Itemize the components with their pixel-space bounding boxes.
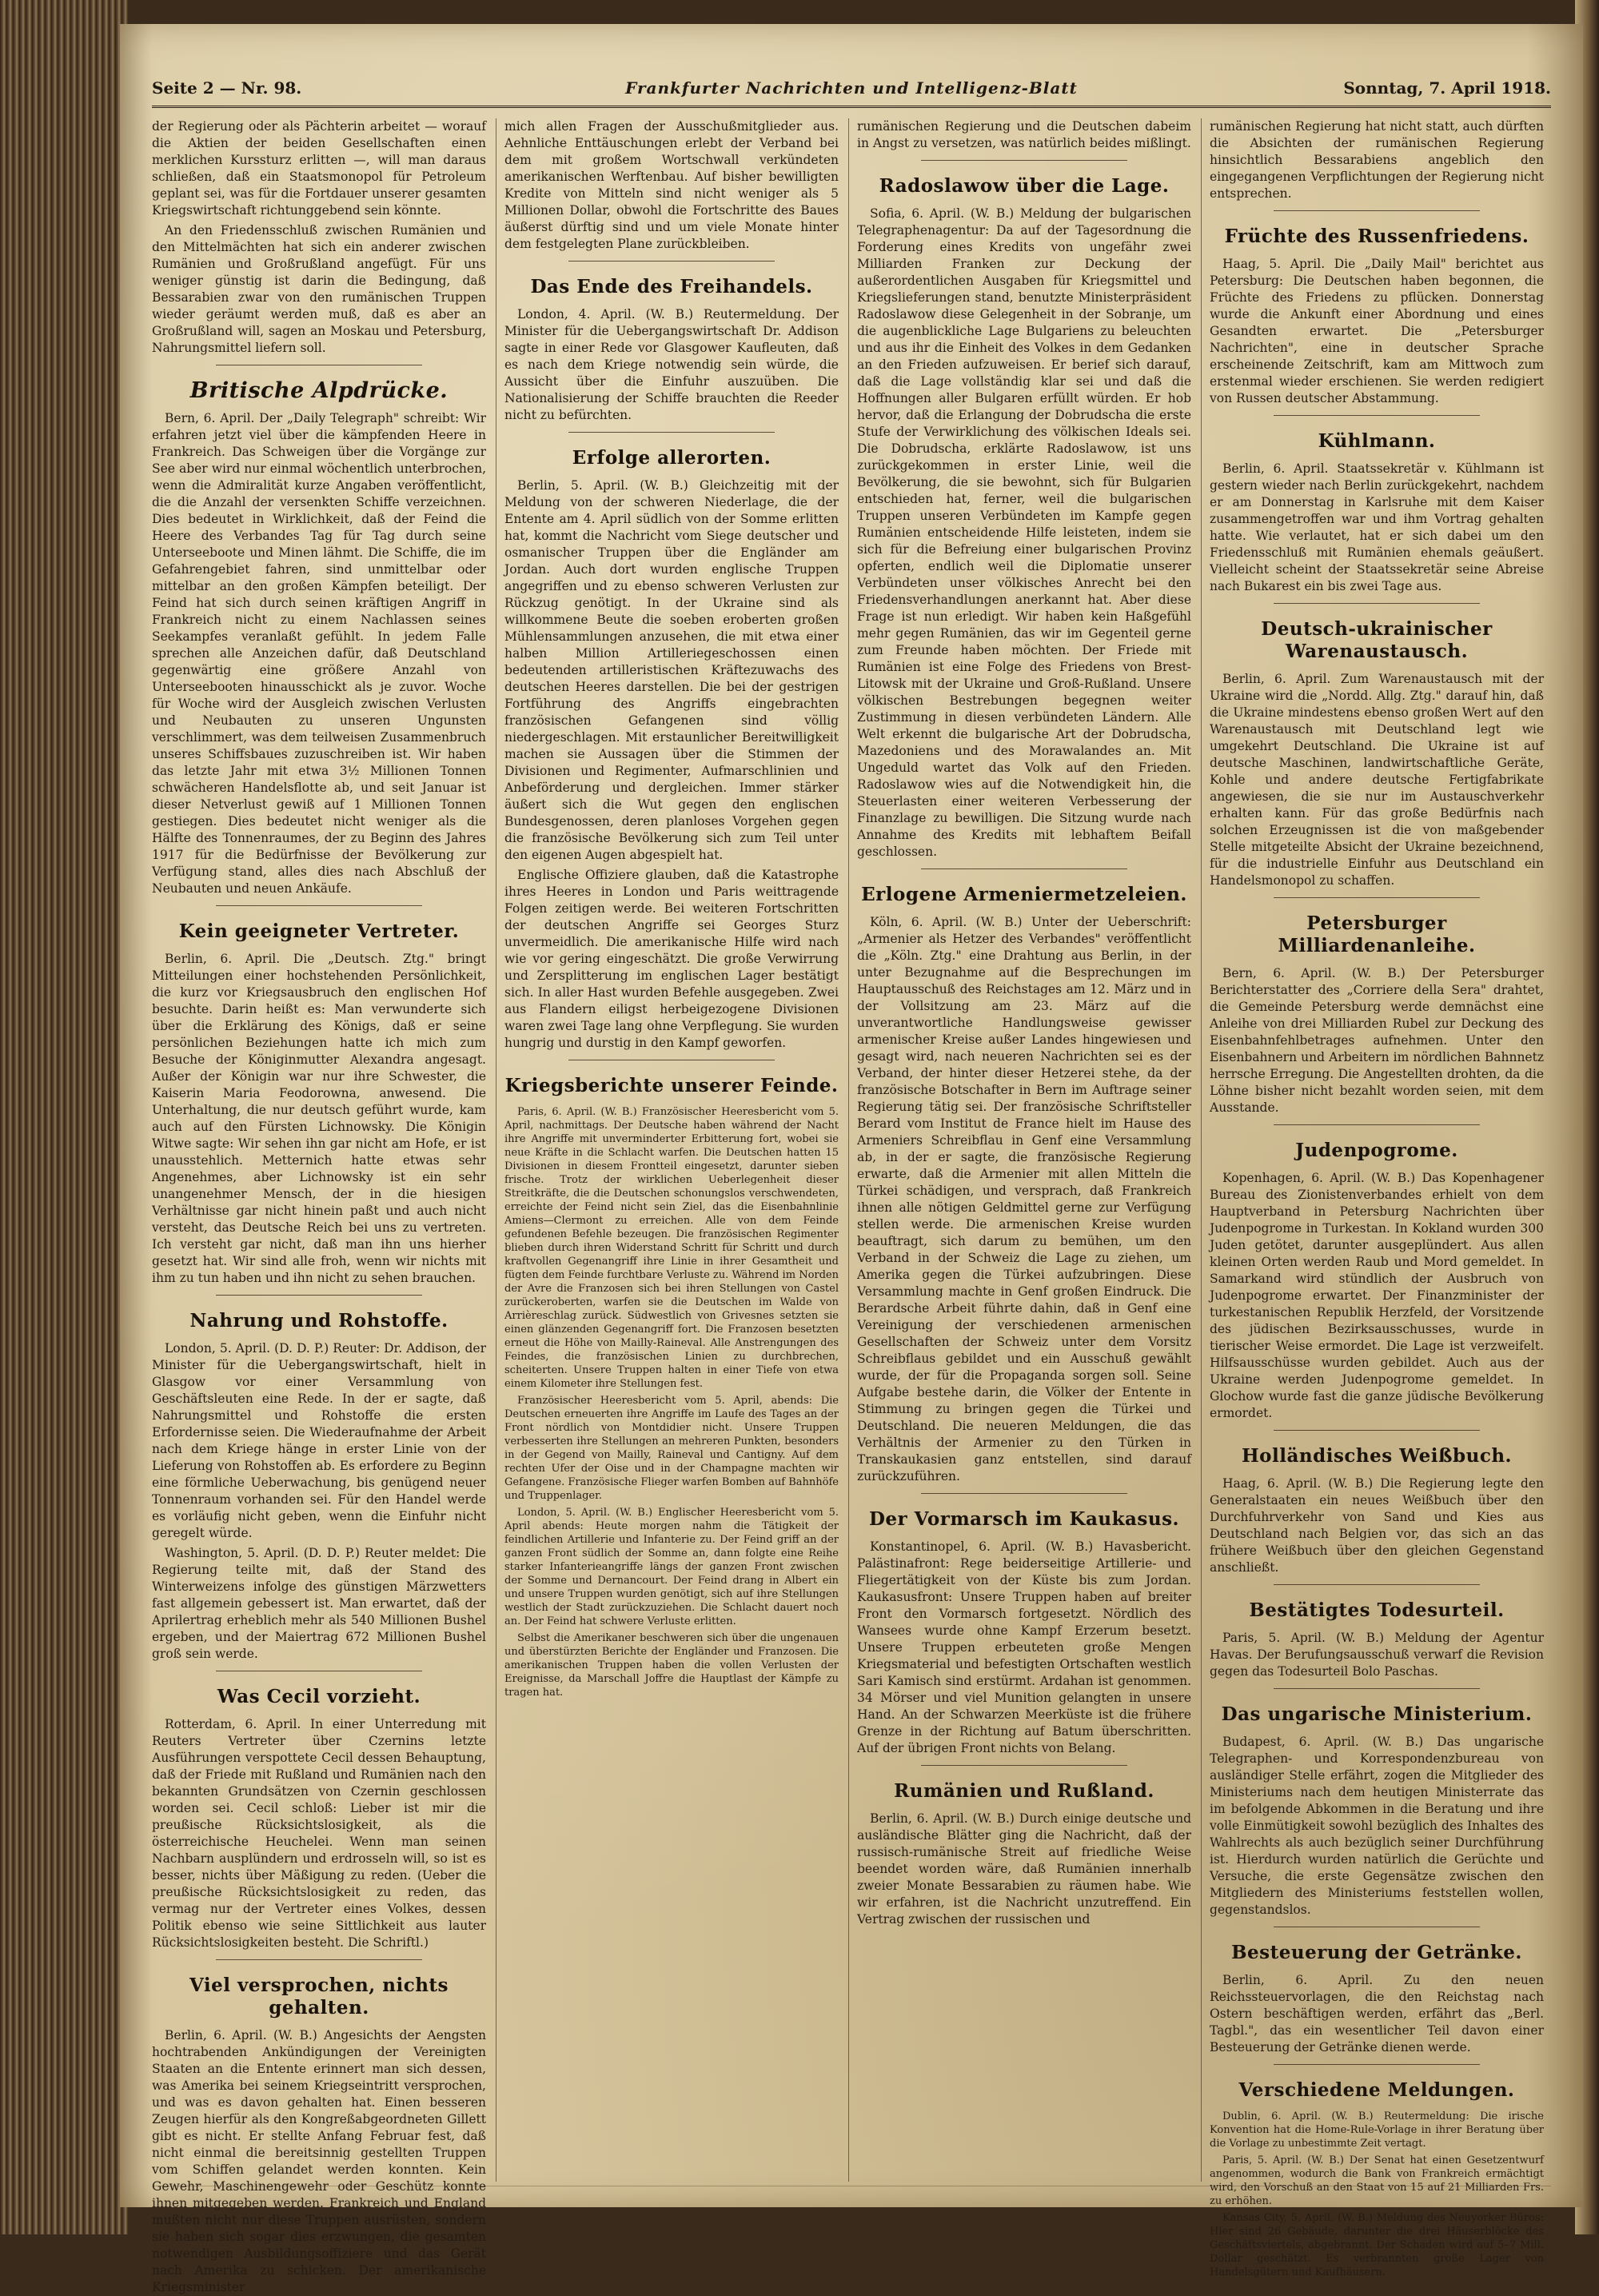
masthead: Frankfurter Nachrichten und Intelligenz-Blatt [625, 78, 1078, 98]
headline-meldungen: Verschiedene Meldungen. [1238, 2079, 1515, 2101]
headline-cecil: Was Cecil vorzieht. [217, 1686, 421, 1707]
headline-rumaenien: Rumänien und Rußland. [894, 1780, 1154, 1802]
article-columns [152, 118, 1544, 2294]
article-paragraph: London, 5. April. (W. B.) Englischer Heeresbericht vom 5. April abends: Heute morgen nahm die Tätigkeit der feindlichen Artillerie und Infanterie zu. Der Feind griff an der ganzen Front südlich der Somme an, dann folgte eine Reihe starker Infanterieangriffe längs der ganzen Front zwischen der Somme und Dernancourt. Der Feind drang in Albert ein und unsere Truppen wurden genötigt, sich auf ihre Stellungen westlich der Stadt zurückzuziehen. Die Schlacht dauert noch an. Der Feind hat schwere Verluste erlitten. [504, 1507, 839, 1627]
article-paragraph: Berlin, 6. April. (W. B.) Durch einige deutsche und ausländische Blätter ging die Nachricht, daß der russisch-rumänische Streit auf friedliche Weise beendet worden wäre, daß Rumänien innerhalb zweier Monate Bessarabien zu räumen habe. Wie wir erfahren, ist die Nachricht unzutreffend. Ein Vertrag zwischen der russischen und [857, 1811, 1191, 1927]
headline-kaukasus: Der Vormarsch im Kaukasus. [868, 1508, 1180, 1530]
column-rule [848, 118, 849, 2182]
divider [216, 905, 422, 906]
divider [216, 1959, 422, 1960]
divider [921, 160, 1127, 161]
headline-kein-vertreter: Kein geeigneter Vertreter. [178, 920, 460, 942]
divider [568, 432, 775, 433]
divider [1274, 415, 1480, 416]
article-paragraph: Kansas City, 5. April. (W. B.) Meldung des Neuyorker Büros: Hier sind 26 Gebäude, darunter die drei Häuserblöcke des Geschäftsviertels, abgebrannt. Der Schaden wird auf 5–7 Mill. Dollar geschätzt. Es verbrannten große Lager von Handelsgütern und Kaufhäusern. [1210, 2212, 1544, 2278]
headline-britische: Britische Alpdrücke. [189, 378, 449, 403]
headline-todesurteil: Bestätigtes Todesurteil. [1249, 1599, 1505, 1621]
divider [1274, 1430, 1480, 1431]
headline-warenaustausch: Deutsch-ukrainischer Warenaustausch. [1261, 618, 1493, 662]
column-3 [857, 118, 1191, 2182]
article-paragraph: Paris, 5. April. (W. B.) Der Senat hat einen Gesetzentwurf angenommen, wodurch die Bank von Frankreich ermächtigt wird, den Vorschuß an den Staat von 15 auf 21 Milliarden Frs. zu erhöhen. [1210, 2154, 1544, 2207]
newspaper-page [120, 24, 1583, 2294]
article-paragraph: Rotterdam, 6. April. In einer Unterredung mit Reuters Vertreter über Czernins letzte Ausführungen verspottete Cecil dessen Behauptung, daß der Friede mit Rußland und Rumänien nach den bekannten Grundsätzen von Czernin geschlossen worden sei. Cecil schloß: Lieber ist mir die preußische Rücksichtslosigkeit, als die österreichische Heuchelei. Wenn man seinen Nachbarn ausplündern und erdrosseln will, so ist es besser, nichts über Mäßigung zu reden. (Ueber die preußische Rücksichtslosigkeit zu reden, das vermag nur der Vertreter eines Volkes, dessen Politik ebenso wie seine Sittlichkeit aus lauter Rücksichtslosigkeiten besteht. Die Schriftl.) [152, 1717, 486, 1950]
headline-fruechte: Früchte des Russenfriedens. [1224, 226, 1529, 247]
divider [1274, 2064, 1480, 2065]
headline-radoslawow: Radoslawow über die Lage. [879, 175, 1170, 197]
divider [1274, 1688, 1480, 1689]
article-paragraph: Washington, 5. April. (D. D. P.) Reuter meldet: Die Regierung teilte mit, daß der Stand des Winterweizens infolge des günstigen Märzwetters fast allgemein gebessert ist. Man erwartet, daß der Aprilertrag erheblich mehr als 540 Millionen Bushel ergeben, und der Maiertrag 672 Millionen Bushel groß sein werde. [152, 1546, 486, 1661]
divider [921, 868, 1127, 869]
article-paragraph: der Regierung oder als Pächterin arbeitet — worauf die Aktien der beiden Gesellschaften einen merklichen Kurssturz erlitten —, will man daraus schließen, daß ein Staatsmonopol für Petroleum geplant sei, was für die Fortdauer unserer gesamten Kriegswirtschaft richtunggebend sein könnte. [152, 119, 486, 218]
headline-erfolge: Erfolge allerorten. [572, 447, 772, 469]
divider [1274, 210, 1480, 211]
headline-kuehlmann: Kühlmann. [1318, 430, 1436, 452]
article-paragraph: Paris, 5. April. (W. B.) Meldung der Agentur Havas. Der Berufungsausschuß verwarf die Revision gegen das Todesurteil Bolo Paschas. [1210, 1631, 1544, 1679]
article-paragraph: Bern, 6. April. Der „Daily Telegraph" schreibt: Wir erfahren jetzt viel über die kämpfenden Heere in Frankreich. Das Schweigen über die Vorgänge zur See aber wird nur einmal wöchentlich unterbrochen, wenn die Admiralität kurze Angaben veröffentlicht, die die Anzahl der versenkten Schiffe verzeichnen. Dies bedeutet in Wirklichkeit, daß der Feind die Heere des Verbandes Tag für Tag durch seine Unterseeboote und Minen lähmt. Die Schiffe, die im Gefahrengebiet fahren, sind unmittelbar oder mittelbar an den großen Kämpfen beteiligt. Der Feind hat sich durch seinen kräftigen Angriff in Frankreich nicht zu einem Nachlassen seines Seekampfes veranlaßt gefühlt. In jedem Falle sprechen alle Anzeichen dafür, daß Deutschland gegenwärtig eine größere Anzahl von Unterseebooten hinausschickt als je zuvor. Woche für Woche wird der Ausgleich zwischen Verlusten und Neubauten zu unseren Ungunsten verschlimmert, was dem teilweisen Zusammenbruch unseres Schiffsbaues zuzuschreiben ist. Wir haben das letzte Jahr mit etwa 3½ Millionen Tonnen schwächeren Handelsflotte ab, und seit Januar ist dieser Netverlust gewiß auf 1 Millionen Tonnen gestiegen. Dies bedeutet nicht weniger als die Hälfte des Tonnenraumes, der zu Beginn des Jahres 1917 für die Bedürfnisse der Bevölkerung zur Verfügung stand, alles dies nach Abschluß der Neubauten und neuen Ankäufe. [152, 411, 486, 896]
page-bottom-edge [152, 2186, 1551, 2191]
article-paragraph: An den Friedensschluß zwischen Rumänien und den Mittelmächten hat sich ein anderer zwischen Rumänien und Großrußland angefügt. Für uns weniger günstig ist darin die Bedingung, daß Bessarabien zwar von den rumänischen Truppen wieder geräumt werden muß, daß es aber an Großrußland will, sagen an Moskau und Petersburg, Nahrungsmittel liefern soll. [152, 223, 486, 355]
divider [568, 261, 775, 262]
headline-armenier: Erlogene Armeniermetzeleien. [861, 884, 1187, 905]
article-paragraph: London, 5. April. (D. D. P.) Reuter: Dr. Addison, der Minister für die Uebergangswirtschaft, hielt in Glasgow vor einer Versammlung von Geschäftsleuten eine Rede. In der er sagte, daß Nahrungsmittel und Rohstoffe die ersten Erfordernisse seien. Die Wiederaufnahme der Arbeit nach dem Kriege hänge in erster Linie von der Lieferung von Rohstoffen ab. Es erfordere zu Beginn eine förmliche Ueberwachung, bis genügend neuer Tonnenraum vorhanden sei. Für den Handel werde es vorläufig nicht geben, wenn die Einfuhr nicht geregelt würde. [152, 1341, 486, 1540]
column-rule [1201, 118, 1202, 2182]
column-4 [1210, 118, 1544, 2278]
headline-kriegsberichte: Kriegsberichte unserer Feinde. [504, 1075, 839, 1096]
article-paragraph: Berlin, 6. April. Die „Deutsch. Ztg." bringt Mitteilungen einer hochstehenden Persönlichkeit, die kurz vor Kriegsausbruch den englischen Hof besuchte. Darin heißt es: Man verwunderte sich über die Erklärung des Königs, daß er seine persönlichen Beziehungen hatte ich mich zum Besuche der Königinmutter Alexandra angesagt. Außer der Königin war nur ihre Schwester, die Kaiserin Maria Feodorowna, anwesend. Die Unterhaltung, die nur deutsch geführt wurde, kam auch auf den Fürsten Lichnowsky. Die Königin Witwe sagte: Wir sehen ihn gar nicht am Hofe, er ist unausstehlich. Metternich hatte etwas sehr Angenehmes, aber Lichnowsky ist ein sehr unangenehmer Mensch, der in die hiesigen Verhältnisse gar nicht hinein paßt und auch nicht versteht, das Deutsche Reich bei uns zu vertreten. Ich versteht gar nicht, daß man ihn uns hierher gesetzt hat. Wir sind alle froh, wenn wir nichts mit ihm zu tun haben und ihn nicht zu sehen brauchen. [152, 952, 486, 1285]
divider [1274, 897, 1480, 898]
issue-date: Sonntag, 7. April 1918. [1343, 78, 1551, 98]
article-paragraph: Haag, 5. April. Die „Daily Mail" berichtet aus Petersburg: Die Deutschen haben begonnen, die Früchte des Friedens zu pflücken. Donnerstag wurde die Ankunft einer Abordnung und eines Gesandten erwartet. Die „Petersburger Nachrichten", eine in deutscher Sprache erscheinende Zeitschrift, kam am Mittwoch zum erstenmal wieder erschienen. Sie werden redigiert von Russen deutscher Abstammung. [1210, 257, 1544, 405]
article-paragraph: Konstantinopel, 6. April. (W. B.) Havasbericht. Palästinafront: Rege beiderseitige Artillerie- und Fliegertätigkeit von der Küste bis zum Jordan. Kaukasusfront: Unsere Truppen haben auf breiter Front den Vormarsch fortgesetzt. Nördlich des Wansees wurde ohne Kampf Erzerum besetzt. Unsere Truppen erbeuteten große Mengen Kriegsmaterial und befestigten Ortschaften westlich Sari Kamisch sind erstürmt. Ardahan ist genommen. 34 Mörser und viel Munition gelangten in unsere Hand. An der Schwarzen Meerküste ist die frühere Grenze in der Richtung auf Batum überschritten. Auf der übrigen Front nichts von Belang. [857, 1539, 1191, 1755]
headline-getraenke: Besteuerung der Getränke. [1231, 1942, 1522, 1963]
headline-viel-versprochen: Viel versprochen, nichts gehalten. [189, 1975, 449, 2018]
column-2 [504, 118, 839, 2182]
headline-petersburger: Petersburger Milliardenanleihe. [1278, 912, 1476, 956]
divider [921, 1493, 1127, 1494]
headline-weissbuch: Holländisches Weißbuch. [1241, 1445, 1513, 1467]
article-paragraph: Kopenhagen, 6. April. (W. B.) Das Kopenhagener Bureau des Zionistenverbandes erhielt von dem Hauptverband in Petersburg Nachrichten über Judenpogrome in Turkestan. In Kokland wurden 300 Juden getötet, darunter ausgeplündert. Aus allen kleinen Orten werden Raub und Mord gemeldet. In Samarkand wird stündlich der Ausbruch von Judenpogrome erwartet. Der Finanzminister der turkestanischen Republik Herzfeld, der Vorsitzende des jüdischen Bezirksausschusses, wurde in tierischer Weise ermordet. Die Lage ist verzweifelt. Hilfsausschüsse wurden gebildet. Auch aus der Ukraine werden Judenpogrome gemeldet. In Glochow wurde fast die ganze jüdische Bevölkerung ermordet. [1210, 1171, 1544, 1420]
article-paragraph: Berlin, 6. April. Staatssekretär v. Kühlmann ist gestern wieder nach Berlin zurückgekehrt, nachdem er am Donnerstag in Karlsruhe mit dem Kaiser zusammengetroffen war und ihm Vortrag gehalten hatte. Wie verlautet, hat er sich dabei um den Friedensschluß mit Rumänien ehemals geäußert. Vielleicht scheint der Staatssekretär seine Abreise nach Bukarest ein bis zwei Tage aus. [1210, 461, 1544, 593]
article-paragraph: Englische Offiziere glauben, daß die Katastrophe ihres Heeres in London und Paris weittragende Folgen zeitigen werde. Bei weiteren Fortschritten der deutschen Angriffe sei Georges Sturz unvermeidlich. Die amerikanische Hilfe wird nach wie vor gering eingeschätzt. Die große Verwirrung und Zersplitterung im englischen Lager bestätigt sich. In aller Hast wurden Befehle ausgegeben. Zwei aus Flandern eiligst herbeigezogene Divisionen waren zwei Tage lang ohne Verpflegung. Sie wurden hungrig und durstig in den Kampf geworfen. [504, 868, 839, 1050]
headline-ministerium: Das ungarische Ministerium. [1221, 1703, 1533, 1725]
article-paragraph: mich allen Fragen der Ausschußmitglieder aus. Aehnliche Enttäuschungen erlebt der Verband bei dem mit großem Wortschwall verkündeten amerikanischen Werftenbau. Auf bisher bewilligten Kredite von Mitteln sind nicht weniger als 5 Millionen Dollar, obwohl die Fortschritte des Baues äußerst dürftig sind und um viele Monate hinter dem festgelegten Plane zurückbleiben. [504, 119, 839, 251]
divider [1274, 1584, 1480, 1585]
article-paragraph: Bern, 6. April. (W. B.) Der Petersburger Berichterstatter des „Corriere della Sera" drahtet, die Gemeinde Petersburg werde demnächst eine Anleihe von drei Milliarden Rubel zur Deckung des Eisenbahnfehlbetrages aufnehmen. Unter den Eisenbahnern und Arbeitern im nördlichen Bahnnetz herrsche Erregung. Die Angestellten drohten, da die Löhne bisher nicht bezahlt worden seien, mit dem Ausstande. [1210, 966, 1544, 1115]
article-paragraph: Dublin, 6. April. (W. B.) Reutermeldung: Die irische Konvention hat die Home-Rule-Vorlage in ihrer Beratung über die Vorlage zu unbestimmte Zeit vertagt. [1210, 2110, 1544, 2150]
article-paragraph: Berlin, 5. April. (W. B.) Gleichzeitig mit der Meldung von der schweren Niederlage, die der Entente am 4. April südlich von der Somme erlitten hat, kommt die Nachricht vom Siege deutscher und osmanischer Truppen über die Engländer am Jordan. Auch dort wurden englische Truppen angegriffen und zu ebenso schweren Verlusten zur Rückzug genötigt. In der Ukraine sind als willkommene Beute die soeben eroberten großen Mühlensammlungen anzusehen, die mit etwa einer halben Million Artilleriegeschossen einen bedeutenden artilleristischen Kräftezuwachs des deutschen Heeres darstellen. Die bei der gestrigen Fortführung des Angriffs eingebrachten französischen Gefangenen sind völlig niedergeschlagen. Mit erstaunlicher Bereitwilligkeit machen sie Aussagen über die Stimmen der Divisionen und Regimenter, Aufmarschlinien und Anbeförderung und dergleichen. Immer stärker äußert sich die Wut gegen den englischen Bundesgenossen, deren planloses Vorgehen gegen die französische Bevölkerung sich zum Teil unter den eigenen Augen abgespielt hat. [504, 478, 839, 862]
headline-judenpogrome: Judenpogrome. [1295, 1140, 1458, 1161]
article-paragraph: London, 4. April. (W. B.) Reutermeldung. Der Minister für die Uebergangswirtschaft Dr. Addison sagte in einer Rede vor Glasgower Kaufleuten, daß es nach dem Kriege notwendig sein würde, die Aussicht über die Einfuhr auszuüben. Die Nationalisierung der Schiffe brauchten die Reeder nicht zu befürchten. [504, 307, 839, 422]
article-paragraph: rumänischen Regierung und die Deutschen dabeim in Angst zu versetzen, was natürlich beides mißlingt. [857, 119, 1191, 150]
article-paragraph: Berlin, 6. April. (W. B.) Angesichts der Aengsten hochtrabenden Ankündigungen der Vereinigten Staaten an die Entente erinnert man sich dessen, was Amerika bei seinem Kriegseintritt versprochen, und was es davon gehalten hat. Einen besseren Zeugen hierfür als den Kongreßabgeordneten Gillett gibt es nicht. Er stellte Anfang Februar fest, daß nicht einmal die bereitsinnig gestellten Truppen vom Schiffen gelandet werden konnten. Kein Gewehr, Maschinengewehr oder Geschütz konnte ihnen mitgegeben werden. Frankreich und England mußten nicht nur diese Truppen ausrüsten, sondern sie haben sich sogar dies erzwungen, die gesamten notwendigen Ausbildungsoffiziere und das Gerät nach Amerika zu schicken. Der amerikanische Kriegsminister [152, 2028, 486, 2294]
article-paragraph: Haag, 6. April. (W. B.) Die Regierung legte den Generalstaaten ein neues Weißbuch über den Durchfuhrverkehr von Sand und Kies aus Deutschland nach Belgien vor, das sich an das frühere Weißbuch über den gleichen Gegenstand anschließt. [1210, 1476, 1544, 1575]
divider [1274, 603, 1480, 604]
book-edge-left [0, 0, 128, 2234]
divider [1274, 1124, 1480, 1125]
headline-freihandel: Das Ende des Freihandels. [530, 276, 813, 297]
article-paragraph: rumänischen Regierung hat nicht statt, auch dürften die Absichten der rumänischen Regierung hinsichtlich Bessarabiens angeblich den eingegangenen Verpflichtungen der Regierung nicht entsprechen. [1210, 119, 1544, 201]
article-paragraph: Sofia, 6. April. (W. B.) Meldung der bulgarischen Telegraphenagentur: Da auf der Tagesordnung die Forderung eines Kredits von ungefähr zwei Milliarden Franken zur Deckung der außerordentlichen Ausgaben für Kriegsmittel und Kriegslieferungen stand, benutzte Ministerpräsident Radoslawow diese Gelegenheit in der Sobranje, um die augenblickliche Lage Bulgariens zu beleuchten und aus ihr die Einheit des Volkes in dem Gedanken an den Frieden aufzuweisen. Er berief sich darauf, daß die Lage vollständig klar sei und daß die Hoffnungen aller Bulgaren erfüllt würden. Er hob hervor, daß die Erlangung der Dobrudscha die erste Stufe der Verwirklichung des völkischen Ideals sei. Die Dobrudscha, erklärte Radoslawow, ist uns zurückgekommen in erster Linie, weil die Bevölkerung, die sie bewohnt, sich für Bulgarien entschieden hat, ferner, weil die bulgarischen Truppen unseren Verbündeten im Kampfe gegen Rumänien entscheidende Hilfe leisteten, indem sie sich für die Befreiung einer bulgarischen Provinz opferten, endlich weil die Diplomatie unserer Verbündeten unser völkisches Anrecht bei den Friedensverhandlungen anerkannt hat. Aber diese Frage ist nun erledigt. Wir haben kein Haßgefühl mehr gegen Rumänien, das wir im Gegenteil gerne zum Freunde haben möchten. Der Friede mit Rumänien ist eine Folge des Friedens von Brest-Litowsk mit der Ukraine und Groß-Rußland. Unsere völkischen Bestrebungen begegnen weiter Zustimmung in diesen verbündeten Ländern. Alle Welt erkennt die bulgarische Art der Dobrudscha, Mazedoniens und des Morawalandes an. Mit Ungeduld wartet das Volk auf den Frieden. Radoslawow wies auf die Notwendigkeit hin, die Steuerlasten einer weiteren Verbesserung der Finanzlage zu bewilligen. Die Sitzung wurde nach Annahme des Kredits mit lebhaftem Beifall geschlossen. [857, 206, 1191, 859]
divider [921, 1765, 1127, 1766]
article-paragraph: Berlin, 6. April. Zum Warenaustausch mit der Ukraine wird die „Nordd. Allg. Ztg." darauf hin, daß die Ukraine mindestens ebenso großen Wert auf den Warenaustausch mit Deutschland legt wie umgekehrt Deutschland. Die Ukraine ist auf deutsche Maschinen, landwirtschaftliche Geräte, Kohle und andere deutsche Fertigfabrikate angewiesen, die sie nur im Austauschverkehr erhalten kann. Für das große Bedürfnis nach solchen Erzeugnissen ist die von maßgebender Stelle mitgeteilte Absicht der Ukraine bezeichnend, für die industrielle Einfuhr aus Deutschland ein Handelsmonopol zu schaffen. [1210, 672, 1544, 888]
article-paragraph: Köln, 6. April. (W. B.) Unter der Ueberschrift: „Armenier als Hetzer des Verbandes" veröffentlicht die „Köln. Ztg." eine Drahtung aus Berlin, in der unter Bezugnahme auf die Besprechungen im Hauptausschuß des Reichstages am 12. März und in der Vollsitzung am 23. März auf die unverantwortliche Handlungsweise gewisser armenischer Kreise außer Landes hingewiesen und gesagt wird, nach neueren Nachrichten sei es der Verband, der hinter dieser Hetzerei stehe, da der französische Botschafter in Bern im Auftrage seiner Regierung tätig sei. Der französische Schriftsteller Berard vom Institut de France hielt im Hause des Armeniers Schreibflau in Genf eine Versammlung ab, in der er sagte, die französische Regierung erwarte, daß die Armenier mit allen Mitteln die Türkei schädigen, und versprach, daß Frankreich ihnen alle nötigen Geldmittel gerne zur Verfügung stellen werde. Die armenischen Kreise wurden beauftragt, sich darum zu bemühen, um den Verband in der Schweiz die Lage zu ziehen, um Amerika gegen die Türkei aufzubringen. Diese Versammlung machte in Genf großen Eindruck. Die Berardsche Arbeit führte dahin, daß in Genf eine Vereinigung der verschiedenen armenischen Gesellschaften der Schweiz unter dem Vorsitz Schreibflaus gebildet und ein Ausschuß gewählt wurde, der für die Propaganda sorgen soll. Seine Aufgabe bestehe darin, die Völker der Entente in Stimmung zu bringen gegen die Türkei und Deutschland. Die neueren Meldungen, die das Verhältnis der Armenier zu den Türken in Transkaukasien ganz entstellen, sind darauf zurückzuführen. [857, 915, 1191, 1483]
article-paragraph: Berlin, 6. April. Zu den neuen Reichssteuervorlagen, die den Reichstag nach Ostern beschäftigen werden, erfährt das „Berl. Tagbl.", das ein wesentlicher Teil davon einer Besteuerung der Getränke dienen werde. [1210, 1973, 1544, 2054]
headline-nahrung: Nahrung und Rohstoffe. [189, 1310, 449, 1332]
article-paragraph: Französischer Heeresbericht vom 5. April, abends: Die Deutschen erneuerten ihre Angriffe im Laufe des Tages an der Front nördlich von Montdidier nicht. Unsere Truppen verbesserten ihre Stellungen an mehreren Punkten, besonders in der Gegend von Mailly, Raineval und Cantigny. Auf dem rechten Ufer der Oise und in der Champagne machten wir Gefangene. Französische Flieger warfen Bomben auf Bahnhöfe und Truppenlager. [504, 1395, 839, 1502]
divider [216, 1295, 422, 1296]
article-paragraph: Paris, 6. April. (W. B.) Französischer Heeresbericht vom 5. April, nachmittags. Der Deutsche haben während der Nacht ihre Angriffe mit unverminderter Erbitterung fort, wobei sie neue Kräfte in die Schlacht warfen. Die Deutschen hatten 15 Divisionen in diesem Frontteil eingesetzt, darunter sieben frische. Trotz der wirklichen Ueberlegenheit dieser Streitkräfte, die die Deutschen schonungslos verschwendeten, erreichte der Feind nicht sein Ziel, das die Eisenbahnlinie Amiens—Clermont zu erreichen. Alle von dem Feinde gefundenen Befehle bezeugen. Die französischen Regimenter blieben durch ihren Widerstand Schritt für Schritt und durch kraftvollen Gegenangriff ihre Linie in ihrer Gesamtheit und fügten dem Feinde furchtbare Verluste zu. Während im Norden der Avre die Franzosen sich bei ihren Stellungen von Castel zurückeroberten, warfen sie die Deutschen im Walde von Arrièreschlag zurück. Südwestlich von Grivesnes setzten sie einen glänzenden Gegenangriff fort. Die Franzosen besetzten erneut die Höhe von Mailly-Raineval. Alle Anstrengungen des Feindes, die französischen Linien zu durchbrechen, scheiterten. Unsere Truppen halten in einer Tiefe von etwa einem Kilometer ihre Stellungen fest. [504, 1106, 839, 1390]
page-number: Seite 2 — Nr. 98. [152, 78, 302, 98]
article-paragraph: Selbst die Amerikaner beschweren sich über die ungenauen und überstürzten Berichte der Engländer und Franzosen. Die amerikanischen Truppen haben die vollen Verlusten der Ereignisse, da Marschall Joffre die Hauptlast der Kämpfe zu tragen hat. [504, 1632, 839, 1699]
page-header [152, 74, 1551, 108]
column-1 [152, 118, 486, 2294]
article-paragraph: Budapest, 6. April. (W. B.) Das ungarische Telegraphen- und Korrespondenzbureau von ausländiger Stelle erfährt, zogen die Mitglieder des Ministeriums nach dem heutigen Ministerrate das im befolgende Abkommen in die Beratung und ihre volle Einmütigkeit sowohl bezüglich des Inhaltes des Wahlrechts als auch bezüglich seiner Durchführung ist. Hierdurch wurden natürlich die Gerüchte und Versuche, die erste Gegensätze zwischen den Mitgliedern des Ministeriums feststellen wollen, gegenstandslos. [1210, 1735, 1544, 1917]
